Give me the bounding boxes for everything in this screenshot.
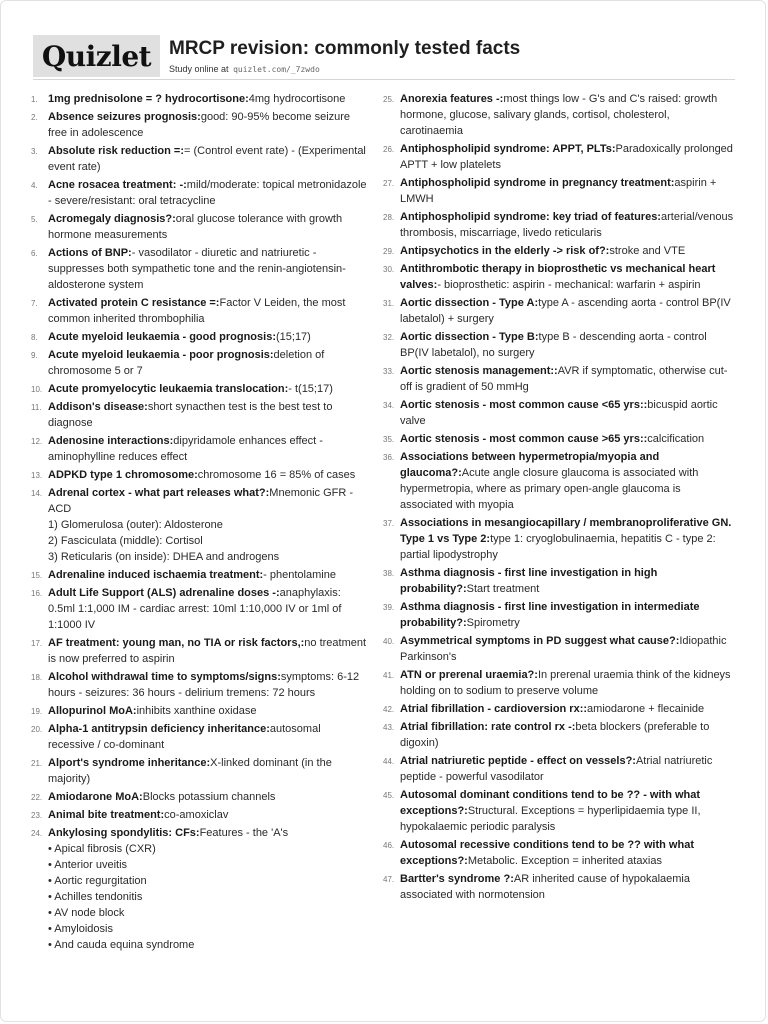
- item-number: 26.: [383, 145, 395, 154]
- list-item: [383, 701, 735, 717]
- item-detail-line: 3) Reticularis (on inside): DHEA and androgens: [48, 551, 280, 563]
- item-number: 2.: [31, 113, 38, 122]
- item-term: 1mg prednisolone = ? hydrocortisone:: [48, 93, 249, 105]
- item-definition: Idiopathic Parkinson's: [400, 635, 727, 663]
- header: [33, 35, 735, 80]
- item-definition: Mnemonic GFR - ACD: [48, 487, 354, 515]
- study-url-link[interactable]: quizlet.com/_7zwdo: [233, 65, 320, 74]
- item-term: Antithrombotic therapy in bioprosthetic vs mechanical heart valves:: [400, 263, 716, 291]
- list-item: [31, 585, 368, 633]
- item-number: 31.: [383, 299, 395, 308]
- item-detail-line: • Anterior uveitis: [48, 859, 128, 871]
- item-term: Asymmetrical symptoms in PD suggest what cause?:: [400, 635, 680, 647]
- list-item: [383, 363, 735, 395]
- item-term: Acromegaly diagnosis?:: [48, 213, 176, 225]
- item-number: 21.: [31, 759, 43, 768]
- list-item: [31, 467, 368, 483]
- item-term: Autosomal recessive conditions tend to be ?? with what exceptions?:: [400, 839, 694, 867]
- list-item: [383, 91, 735, 139]
- item-term: Actions of BNP:: [48, 247, 132, 259]
- item-term: Alport's syndrome inheritance:: [48, 757, 211, 769]
- list-item: [31, 721, 368, 753]
- item-number: 18.: [31, 673, 43, 682]
- item-number: 34.: [383, 401, 395, 410]
- item-number: 5.: [31, 215, 38, 224]
- list-item: [31, 703, 368, 719]
- item-definition: good: 90-95% become seizure free in adolescence: [48, 111, 351, 139]
- list-item: [383, 753, 735, 785]
- list-item: [31, 381, 368, 397]
- item-term: Adenosine interactions:: [48, 435, 174, 447]
- item-number: 35.: [383, 435, 395, 444]
- list-item: [31, 399, 368, 431]
- item-definition: dipyridamole enhances effect - aminophylline reduces effect: [48, 435, 323, 463]
- item-number: 28.: [383, 213, 395, 222]
- item-definition: anaphylaxis: 0.5ml 1:1,000 IM - cardiac arrest: 10ml 1:10,000 IV or 1ml of 1:1000 IV: [48, 587, 342, 631]
- list-item: [383, 243, 735, 259]
- item-definition: 4mg hydrocortisone: [248, 93, 346, 105]
- item-number: 9.: [31, 351, 38, 360]
- item-definition: Paradoxically prolonged APTT + low platelets: [400, 143, 733, 171]
- item-number: 4.: [31, 181, 38, 190]
- item-term: Acne rosacea treatment: -:: [48, 179, 187, 191]
- list-item: [31, 825, 368, 953]
- item-number: 37.: [383, 519, 395, 528]
- item-number: 15.: [31, 571, 43, 580]
- list-item: [383, 295, 735, 327]
- item-definition: oral glucose tolerance with growth hormone measurements: [48, 213, 343, 241]
- item-number: 40.: [383, 637, 395, 646]
- item-definition: symptoms: 6-12 hours - seizures: 36 hours - delirium tremens: 72 hours: [48, 671, 360, 699]
- item-definition: type 1: cryoglobulinaemia, hepatitis C - type 2: partial lipodystrophy: [400, 533, 716, 561]
- item-term: Activated protein C resistance =:: [48, 297, 220, 309]
- item-detail-line: 1) Glomerulosa (outer): Aldosterone: [48, 519, 223, 531]
- item-definition: Start treatment: [466, 583, 540, 595]
- item-definition: beta blockers (preferable to digoxin): [400, 721, 710, 749]
- list-item: [31, 789, 368, 805]
- item-term: Anorexia features -:: [400, 93, 504, 105]
- item-term: Autosomal dominant conditions tend to be ?? - with what exceptions?:: [400, 789, 701, 817]
- item-definition: calcification: [647, 433, 705, 445]
- item-term: Asthma diagnosis - first line investigation in intermediate probability?:: [400, 601, 700, 629]
- item-definition: - phentolamine: [263, 569, 336, 581]
- study-label: Study online at: [169, 64, 229, 74]
- item-term: Antiphospholipid syndrome in pregnancy treatment:: [400, 177, 675, 189]
- item-definition: AR inherited cause of hypokalaemia associated with normotension: [400, 873, 690, 901]
- list-item: [31, 143, 368, 175]
- item-number: 33.: [383, 367, 395, 376]
- item-definition: autosomal recessive / co-dominant: [48, 723, 321, 751]
- item-term: Alpha-1 antitrypsin deficiency inheritance:: [48, 723, 270, 735]
- item-term: Allopurinol MoA:: [48, 705, 137, 717]
- item-definition: Features - the 'A's: [199, 827, 289, 839]
- item-definition: arterial/venous thrombosis, miscarriage, livedo reticularis: [400, 211, 734, 239]
- item-number: 38.: [383, 569, 395, 578]
- item-term: Bartter's syndrome ?:: [400, 873, 514, 885]
- quizlet-logo[interactable]: [33, 35, 160, 77]
- item-term: Associations in mesangiocapillary / membranoproliferative GN. Type 1 vs Type 2:: [400, 517, 732, 545]
- right-column: [383, 91, 735, 905]
- list-item: [383, 141, 735, 173]
- item-number: 6.: [31, 249, 38, 258]
- item-definition: - bioprosthetic: aspirin - mechanical: warfarin + aspirin: [437, 279, 701, 291]
- item-definition: co-amoxiclav: [164, 809, 229, 821]
- item-number: 42.: [383, 705, 395, 714]
- item-term: ATN or prerenal uraemia?:: [400, 669, 538, 681]
- item-number: 43.: [383, 723, 395, 732]
- item-term: Asthma diagnosis - first line investigation in high probability?:: [400, 567, 658, 595]
- item-definition: inhibits xanthine oxidase: [136, 705, 257, 717]
- list-item: [383, 837, 735, 869]
- list-item: [31, 807, 368, 823]
- item-detail-line: • And cauda equina syndrome: [48, 939, 195, 951]
- item-term: Aortic dissection - Type A:: [400, 297, 539, 309]
- list-item: [31, 347, 368, 379]
- item-term: Acute promyelocytic leukaemia translocation:: [48, 383, 289, 395]
- list-item: [383, 329, 735, 361]
- list-item: [31, 635, 368, 667]
- item-number: 11.: [31, 403, 42, 412]
- list-item: [31, 177, 368, 209]
- list-item: [31, 245, 368, 293]
- item-definition: In prerenal uraemia think of the kidneys holding on to sodium to preserve volume: [400, 669, 731, 697]
- item-number: 3.: [31, 147, 38, 156]
- item-term: Adrenaline induced ischaemia treatment:: [48, 569, 264, 581]
- item-definition: Acute angle closure glaucoma is associated with hypermetropia, where as primary open-angle glaucoma is associated with myopia: [400, 467, 699, 511]
- item-term: Acute myeloid leukaemia - poor prognosis:: [48, 349, 274, 361]
- list-item: [383, 871, 735, 903]
- item-number: 32.: [383, 333, 395, 342]
- item-number: 20.: [31, 725, 43, 734]
- item-definition: stroke and VTE: [609, 245, 686, 257]
- item-number: 25.: [383, 95, 395, 104]
- item-term: Ankylosing spondylitis: CFs:: [48, 827, 200, 839]
- item-definition: Blocks potassium channels: [142, 791, 276, 803]
- item-number: 39.: [383, 603, 395, 612]
- item-number: 45.: [383, 791, 395, 800]
- item-definition: X-linked dominant (in the majority): [48, 757, 332, 785]
- item-detail-line: • Achilles tendonitis: [48, 891, 143, 903]
- list-item: [383, 565, 735, 597]
- list-item: [31, 295, 368, 327]
- list-item: [31, 91, 368, 107]
- list-item: [383, 175, 735, 207]
- item-term: Aortic stenosis - most common cause <65 yrs::: [400, 399, 648, 411]
- item-number: 10.: [31, 385, 43, 394]
- list-item: [383, 719, 735, 751]
- item-number: 41.: [383, 671, 395, 680]
- item-term: Associations between hypermetropia/myopia and glaucoma?:: [400, 451, 660, 479]
- item-number: 27.: [383, 179, 395, 188]
- list-item: [383, 397, 735, 429]
- list-item: [383, 431, 735, 447]
- item-definition: mild/moderate: topical metronidazole - severe/resistant: oral tetracycline: [48, 179, 367, 207]
- item-definition: Factor V Leiden, the most common inherited thrombophilia: [48, 297, 346, 325]
- item-definition: - vasodilator - diuretic and natriuretic - suppresses both sympathetic tone and the renin-angiotensin-aldosterone system: [48, 247, 346, 291]
- item-detail-line: • AV node block: [48, 907, 125, 919]
- item-definition: bicuspid aortic valve: [400, 399, 718, 427]
- list-item: [383, 599, 735, 631]
- list-item: [383, 667, 735, 699]
- list-item: [31, 109, 368, 141]
- list-item: [31, 485, 368, 565]
- page-title: MRCP revision: commonly tested facts: [169, 38, 521, 59]
- item-number: 46.: [383, 841, 395, 850]
- item-number: 13.: [31, 471, 43, 480]
- item-number: 30.: [383, 265, 395, 274]
- list-item: [31, 433, 368, 465]
- item-term: Acute myeloid leukaemia - good prognosis:: [48, 331, 276, 343]
- item-definition: aspirin + LMWH: [400, 177, 717, 205]
- item-definition: Structural. Exceptions = hyperlipidaemia type II, hypokalaemic periodic paralysis: [400, 805, 701, 833]
- item-term: Adult Life Support (ALS) adrenaline doses -:: [48, 587, 280, 599]
- item-definition: type B - descending aorta - control BP(IV labetalol), no surgery: [400, 331, 707, 359]
- left-column: [31, 91, 368, 955]
- item-definition: = (Control event rate) - (Experimental event rate): [48, 145, 366, 173]
- list-item: [383, 209, 735, 241]
- study-online-line: [169, 64, 320, 74]
- item-definition: no treatment is now preferred to aspirin: [48, 637, 367, 665]
- item-term: Alcohol withdrawal time to symptoms/signs:: [48, 671, 281, 683]
- item-term: Atrial fibrillation: rate control rx -:: [400, 721, 576, 733]
- item-term: Addison's disease:: [48, 401, 148, 413]
- item-number: 12.: [31, 437, 43, 446]
- list-item: [31, 755, 368, 787]
- item-number: 47.: [383, 875, 395, 884]
- item-definition: Atrial natriuretic peptide - powerful vasodilator: [400, 755, 713, 783]
- item-definition: amiodarone + flecainide: [587, 703, 705, 715]
- list-item: [383, 633, 735, 665]
- item-term: Atrial natriuretic peptide - effect on vessels?:: [400, 755, 636, 767]
- item-term: Atrial fibrillation - cardioversion rx::: [400, 703, 588, 715]
- item-detail-line: • Aortic regurgitation: [48, 875, 147, 887]
- item-term: Aortic dissection - Type B:: [400, 331, 539, 343]
- item-number: 29.: [383, 247, 395, 256]
- item-term: Antipsychotics in the elderly -> risk of?:: [400, 245, 610, 257]
- item-term: Absolute risk reduction =:: [48, 145, 184, 157]
- item-number: 36.: [383, 453, 395, 462]
- item-term: Aortic stenosis - most common cause >65 yrs::: [400, 433, 648, 445]
- item-definition: AVR if symptomatic, otherwise cut-off is gradient of 50 mmHg: [400, 365, 728, 393]
- item-definition: Spirometry: [466, 617, 520, 629]
- list-item: [383, 515, 735, 563]
- item-term: Aortic stenosis management::: [400, 365, 558, 377]
- item-term: Absence seizures prognosis:: [48, 111, 201, 123]
- list-item: [383, 261, 735, 293]
- list-item: [383, 449, 735, 513]
- item-number: 23.: [31, 811, 43, 820]
- list-item: [31, 329, 368, 345]
- item-detail-line: • Apical fibrosis (CXR): [48, 843, 156, 855]
- item-detail-line: 2) Fasciculata (middle): Cortisol: [48, 535, 203, 547]
- item-number: 44.: [383, 757, 395, 766]
- item-term: Amiodarone MoA:: [48, 791, 143, 803]
- item-number: 8.: [31, 333, 38, 342]
- item-definition: type A - ascending aorta - control BP(IV labetalol) + surgery: [400, 297, 731, 325]
- item-number: 16.: [31, 589, 43, 598]
- item-definition: Metabolic. Exception = inherited ataxias: [467, 855, 662, 867]
- item-term: Animal bite treatment:: [48, 809, 165, 821]
- item-number: 22.: [31, 793, 43, 802]
- item-definition: most things low - G's and C's raised: growth hormone, glucose, salivary glands, cortisol, cholesterol, carotinaemia: [400, 93, 718, 137]
- list-item: [31, 211, 368, 243]
- item-definition: (15;17): [275, 331, 311, 343]
- item-term: Antiphospholipid syndrome: APPT, PLTs:: [400, 143, 616, 155]
- item-detail-line: • Amyloidosis: [48, 923, 113, 935]
- item-number: 17.: [31, 639, 43, 648]
- item-definition: - t(15;17): [288, 383, 333, 395]
- item-term: Adrenal cortex - what part releases what?:: [48, 487, 270, 499]
- list-item: [383, 787, 735, 835]
- item-number: 19.: [31, 707, 43, 716]
- list-item: [31, 567, 368, 583]
- item-term: Antiphospholipid syndrome: key triad of features:: [400, 211, 661, 223]
- item-number: 1.: [31, 95, 38, 104]
- list-item: [31, 669, 368, 701]
- logo-text: Quizlet: [41, 39, 152, 73]
- item-definition: short synacthen test is the best test to diagnose: [48, 401, 333, 429]
- item-definition: chromosome 16 = 85% of cases: [197, 469, 356, 481]
- item-definition: deletion of chromosome 5 or 7: [48, 349, 325, 377]
- item-term: AF treatment: young man, no TIA or risk factors,:: [48, 637, 305, 649]
- item-number: 14.: [31, 489, 43, 498]
- item-number: 24.: [31, 829, 43, 838]
- item-number: 7.: [31, 299, 38, 308]
- item-term: ADPKD type 1 chromosome:: [48, 469, 198, 481]
